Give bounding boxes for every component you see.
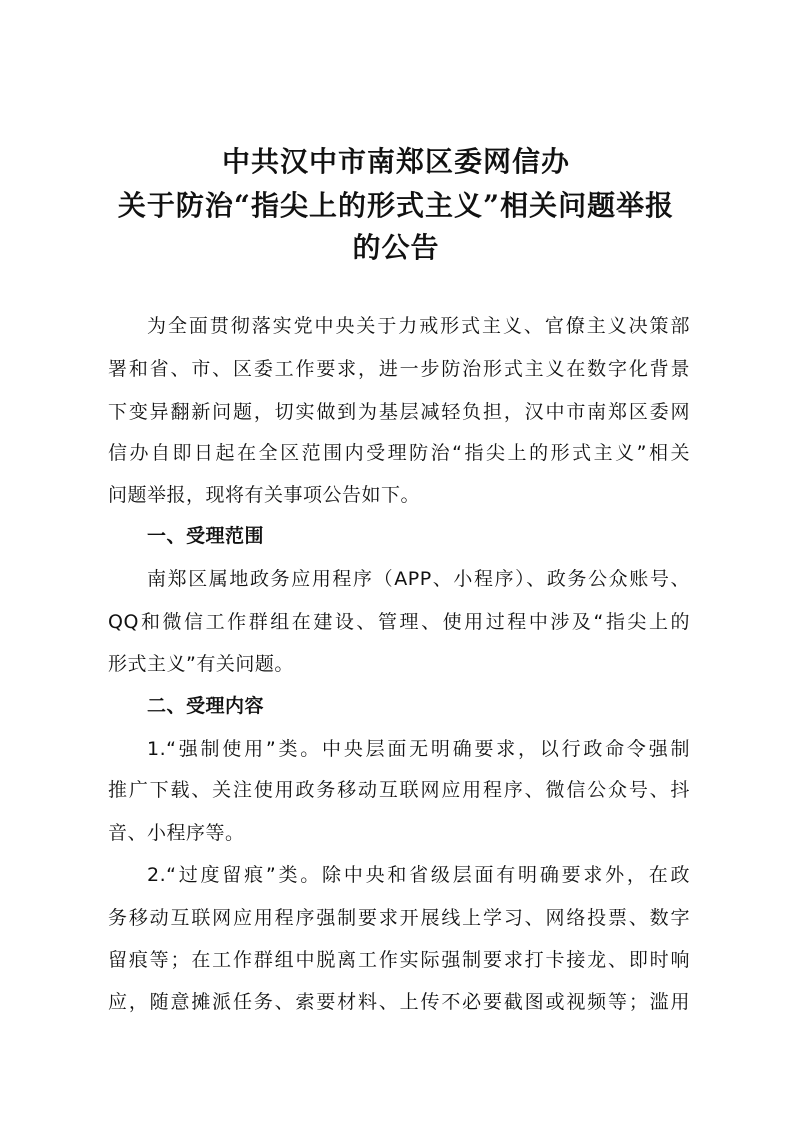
intro-line-4: 信办自即日起在全区范围内受理防治“指尖上的形式主义”相关 bbox=[108, 442, 690, 464]
intro-line-5: 问题举报，现将有关事项公告如下。 bbox=[108, 484, 421, 506]
item-2-line-4: 应，随意摊派任务、索要材料、上传不必要截图或视频等；滥用 bbox=[108, 991, 690, 1013]
item-1-line-3: 音、小程序等。 bbox=[108, 822, 245, 844]
section-1-line-2: QQ和微信工作群组在建设、管理、使用过程中涉及“指尖上的 bbox=[108, 611, 690, 633]
item-1-line-2: 推广下载、关注使用政务移动互联网应用程序、微信公众号、抖 bbox=[108, 779, 690, 801]
title-line-3: 的公告 bbox=[352, 231, 440, 264]
item-2-line-1: 2.“过度留痕”类。除中央和省级层面有明确要求外，在政 bbox=[147, 864, 690, 886]
title-line-2: 关于防治“指尖上的形式主义”相关问题举报 bbox=[117, 189, 675, 222]
intro-line-3: 下变异翻新问题，切实做到为基层减轻负担，汉中市南郑区委网 bbox=[108, 401, 690, 423]
item-2-line-3: 留痕等；在工作群组中脱离工作实际强制要求打卡接龙、即时响 bbox=[108, 949, 690, 971]
intro-line-1: 为全面贯彻落实党中央关于力戒形式主义、官僚主义决策部 bbox=[147, 315, 690, 337]
section-2-heading: 二、受理内容 bbox=[147, 695, 265, 717]
section-1-heading: 一、受理范围 bbox=[147, 525, 265, 547]
section-1-line-3: 形式主义”有关问题。 bbox=[108, 653, 294, 675]
intro-line-2: 署和省、市、区委工作要求，进一步防治形式主义在数字化背景 bbox=[108, 358, 690, 380]
section-1-line-1: 南郑区属地政务应用程序（APP、小程序）、政务公众账号、 bbox=[147, 568, 690, 590]
item-1-line-1: 1.“强制使用”类。中央层面无明确要求，以行政命令强制 bbox=[147, 738, 690, 760]
title-line-1: 中共汉中市南郑区委网信办 bbox=[221, 145, 570, 178]
item-2-line-2: 务移动互联网应用程序强制要求开展线上学习、网络投票、数字 bbox=[108, 907, 690, 929]
